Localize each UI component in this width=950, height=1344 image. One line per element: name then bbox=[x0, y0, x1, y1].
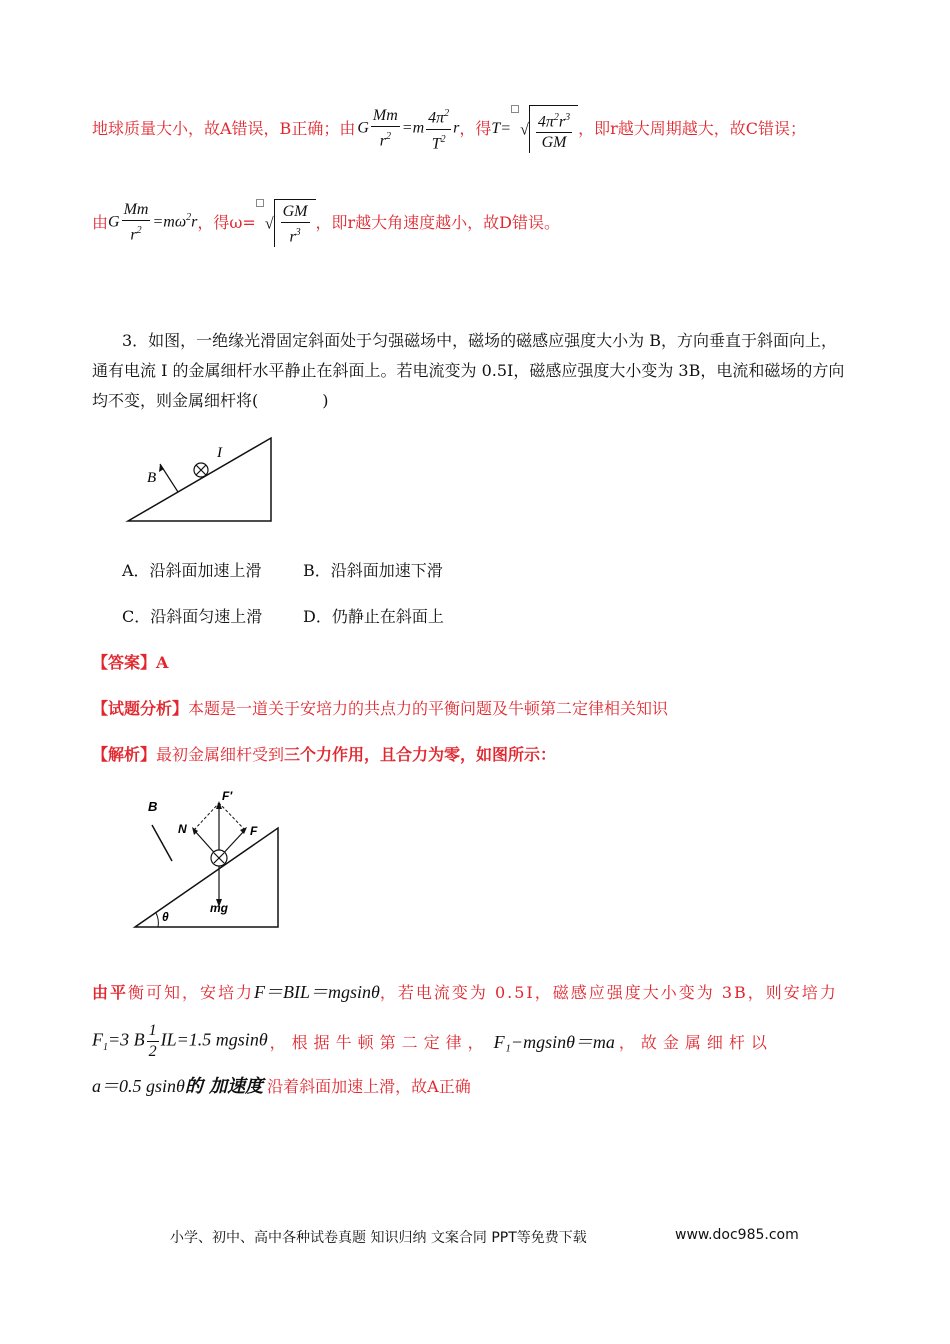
solution-2-prefix: 由 bbox=[92, 213, 109, 232]
exp-l2-formula: $F_1=3$ B $\frac{1}{2}$ IL=1.5 mgsinθ bbox=[92, 1021, 268, 1060]
force-diagram bbox=[130, 785, 285, 935]
option-b[interactable]: B．沿斜面加速下滑 bbox=[303, 561, 443, 580]
label-b: B bbox=[147, 470, 157, 486]
solution-1-prefix: 地球质量大小，故A错误，B正确；由 bbox=[92, 119, 356, 138]
label-theta: θ bbox=[162, 910, 169, 924]
omega-formula: √ $\frac{GM}{r^3}$ bbox=[256, 199, 316, 247]
solution-2-suffix: ，即r越大角速度越小，故D错误。 bbox=[315, 213, 560, 232]
label-n: N bbox=[178, 822, 187, 836]
solution-2-mid: ，得ω= bbox=[197, 213, 256, 232]
analysis-label: 【试题分析】 bbox=[92, 699, 189, 718]
incline-figure bbox=[120, 430, 280, 530]
exp-l1-a: 由平 bbox=[92, 983, 129, 1002]
explanation-line-3 bbox=[92, 1072, 471, 1098]
label-fprime: F′ bbox=[222, 789, 233, 803]
solution-1-mid: ，得 bbox=[459, 119, 492, 138]
explanation-text-b: 三个力作用，且合力为零，如图所示： bbox=[284, 745, 557, 764]
footer-text: 小学、初中、高中各种试卷真题 知识归纳 文案合同 PPT等免费下载 bbox=[170, 1230, 587, 1246]
explanation-label: 【解析】 bbox=[92, 745, 157, 764]
footer-link[interactable]: www.doc985.com bbox=[675, 1227, 799, 1243]
exp-l3-formula: a＝0.5 gsinθ bbox=[92, 1076, 185, 1096]
option-d[interactable]: D．仍静止在斜面上 bbox=[303, 607, 444, 626]
explanation-line-2 bbox=[92, 1018, 872, 1064]
answer-value: A bbox=[156, 653, 169, 672]
gravitation-formula: G $\frac{Mm}{r^2}$ =m $\frac{4\pi^2}{T^2}$ r bbox=[357, 104, 459, 154]
angular-formula: G $\frac{Mm}{r^2}$ $=m\omega^2r$ bbox=[108, 201, 198, 244]
explanation-intro bbox=[92, 742, 556, 765]
exp-l1-c: ，若电流变为 0.5I，磁感应强度大小变为 3B，则安培力 bbox=[379, 983, 838, 1002]
label-f: F bbox=[250, 824, 258, 838]
exp-l2-formula2: F₁−mgsinθ＝ma bbox=[493, 1032, 615, 1052]
answer-label: 【答案】 bbox=[92, 653, 157, 672]
exp-l1-formula: F＝BIL＝mgsinθ bbox=[254, 982, 380, 1002]
explanation-line-1 bbox=[92, 978, 838, 1004]
question-line-3: 均不变，则金属细杆将( ) bbox=[92, 391, 329, 410]
exp-l2-c: ，根据牛顿第二定律， bbox=[269, 1032, 490, 1052]
b-direction-line bbox=[152, 825, 172, 861]
label-b2: B bbox=[148, 799, 158, 814]
exp-l3-c: 沿着斜面加速上滑，故A正确 bbox=[267, 1077, 471, 1096]
option-c[interactable]: C．沿斜面匀速上滑 bbox=[122, 607, 263, 626]
label-mg: mg bbox=[210, 901, 228, 915]
question-line-2: 通有电流 I 的金属细杆水平静止在斜面上。若电流变为 0.5I，磁感应强度大小变为 3B，电流和磁场的方向 bbox=[92, 361, 845, 380]
option-a[interactable]: A．沿斜面加速上滑 bbox=[122, 561, 262, 580]
exp-l2-d: ，故金属细杆以 bbox=[618, 1032, 773, 1052]
label-i: I bbox=[217, 445, 222, 461]
question-line-1: 3．如图，一绝缘光滑固定斜面处于匀强磁场中，磁场的磁感应强度大小为 B，方向垂直于斜面向上， bbox=[122, 331, 838, 350]
period-formula: T= √ $\frac{4\pi^2r^3}{GM}$ bbox=[491, 105, 578, 153]
exp-l1-b: 衡可知，安培力 bbox=[128, 983, 255, 1002]
analysis-block bbox=[92, 696, 668, 719]
solution-line-1 bbox=[92, 103, 806, 155]
solution-line-2 bbox=[92, 197, 560, 249]
analysis-text: 本题是一道关于安培力的共点力的平衡问题及牛顿第二定律相关知识 bbox=[188, 699, 669, 718]
explanation-text-a: 最初金属细杆受到 bbox=[156, 745, 285, 764]
answer-block bbox=[92, 650, 168, 673]
exp-l3-b: 的 加速度 bbox=[184, 1076, 264, 1097]
solution-1-suffix: ，即r越大周期越大，故C错误； bbox=[578, 119, 807, 138]
